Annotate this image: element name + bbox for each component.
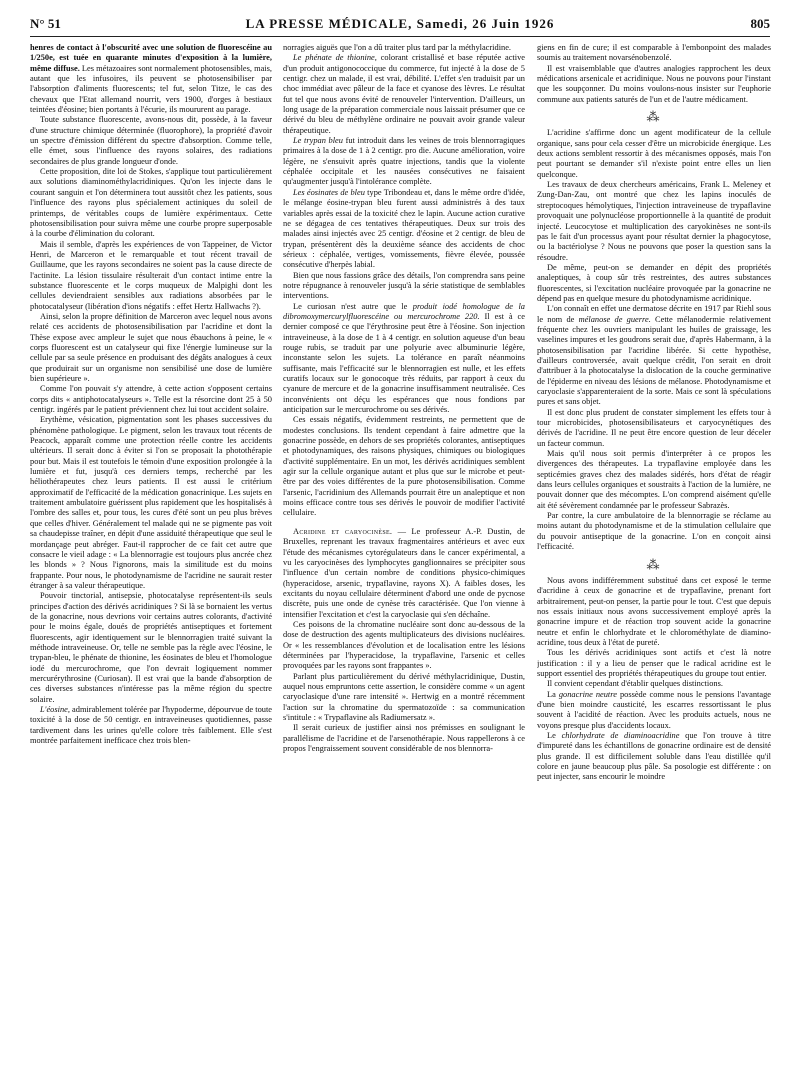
paragraph-text: colorant cristallisé et base réputée active d'un produit antigonococcique du commerce, fut injecté à la dose de 5 centigr. chez un malade, il est vrai, débilité. L'effet s'en traduisit par un choc immédiat avec pâleur de la face et cyanose des lèvres. Le résultat fut tel que nous avons évité de renouveler l'intervention. D'ailleurs, un long usage de la préparation commerciale nous laissait présumer que ce dérivé du bleu de méthylène ordinaire ne pouvait avoir grande valeur thérapeutique. [283,53,525,135]
paragraph-text: Les métazoaires sont normalement photosensibles, mais, autant que les infusoires, ils peuvent se photosensibiliser par l'absorption d'aliments fluorescents; tel fut, selon Titze, le cas des chevaux que l'Etat allemand nourrit, vers 1900, d'orges à bestiaux teintées d'éosine; bien portants à l'écurie, ils moururent au parage. [30,63,272,115]
italic-lead: Le trypan bleu [293,136,343,146]
italic-phrase: gonacrine neutre [558,689,617,699]
paragraph-text: possède comme nous le pensions l'avantage d'une bien moindre causticité, les escarres ressortissant le plus souvent à l'acidité de réaction. Avec les produits actuels, nous ne voyons presque plus d'accidents locaux. [537,689,771,730]
paragraph [30,43,272,115]
paragraph [537,304,771,407]
paragraph-text: La [547,689,559,699]
paragraph: Comme l'on pouvait s'y attendre, à cette action s'opposent certains corps dits « antiphotocatalyseurs ». Telle est la résorcine dont 25 à 50 centigr. ingérés par le patient préviennent chez lui tout accident solaire. [30,384,272,415]
paragraph: Nous avons indifféremment substitué dans cet exposé le terme d'acridine à ceux de gonacrine et de trypaflavine, prenant fort arbitrairement, peut-on penser, la partie pour le tout. C'est que depuis nos essais initiaux nous avons successivement employé après la gonacrine impure et de réaction trop souvent acide la gonacrine neutre et enfin le chlorhydrate et le chlorométhylate de diamino-acridine, tous deux à l'état de pureté. [537,575,771,647]
section-heading: Acridine et caryocinèse. [293,526,393,536]
paragraph: L'acridine s'affirme donc un agent modificateur de la cellule organique, sans pour cela cesser d'être un microbicide énergique. Les deux actions semblent ressortir à des mécanismes opposés, mais l'on peut pourtant se demander s'il n'existe point entre elles un lien quelconque. [537,128,771,179]
paragraph-text: — Le professeur A.-P. Dustin, de Bruxelles, reprenant les travaux fragmentaires antérieurs et avec eux l'étude des mécanismes cytorégulateurs dans le cancer expérimental, a vu les caryocinèses des lymphocytes ganglionnaires se précipiter sous l'influence d'un certain nombre de conditions physico-chimiques (hyperacidose, arsenic, trypaflavine, rayons X). A faibles doses, les excitants du noyau cellulaire déterminent d'abord une onde de pycnose discrète, puis une onde de cynèse très caractérisée. Que l'on vienne à intensifier l'excitation et c'est la caryoclasie qui s'en déchaîne. [283,526,525,619]
column-left [30,43,272,1073]
paragraph [537,731,771,783]
paragraph-text: L'on connaît en effet une dermatose décrite en 1917 par Riehl sous le nom de [537,304,771,324]
paragraph: Mais qu'il nous soit permis d'interpréter à ce propos les divergences des thérapeutes. La trypaflavine employée dans les septicémies graves chez des malades sidérés, hors d'état de réagir dans leurs cellules organiques et soustraits à l'action de la lumière, ne pouvait donner que des mécomptes. L'on comprend aisément qu'elle ait été sévèrement condamnée par le professeur Sabrazès. [537,449,771,510]
italic-lead: L'éosine, [40,705,70,714]
paragraph: Les travaux de deux chercheurs américains, Frank L. Meleney et Zung-Dan-Zau, ont montré que chez les lapins inoculés de streptocoques hémolytiques, l'injection intraveineuse de trypaflavine provoquait une polynucléose proportionnelle à la quantité de produit injecté. Leucocytose et multiplication des caryokinèses ne sont-ils pas le fait d'un processus ayant pour résultat dernier la phagocytose, ou la bactériolyse ? Nous ne pouvons que poser la question sans la résoudre. [537,180,771,262]
paragraph [283,302,525,416]
paragraph: Toute substance fluorescente, avons-nous dit, possède, à la faveur d'une structure chimique déterminée (fluorophore), la propriété d'avoir un spectre d'émission différent du spectre d'absorption. Comme telle, elle émet, sous l'influence des rayons solaires, des radiations secondaires de plus grande longueur d'onde. [30,115,272,166]
paragraph: Bien que nous fassions grâce des détails, l'on comprendra sans peine notre répugnance à renouveler jusqu'à la série statistique de semblables interventions. [283,270,525,301]
paragraph: Tous les dérivés acridiniques sont actifs et c'est là notre justification : il y a lieu de penser que le radical acridine est le support essentiel des propriétés thérapeutiques du groupe tout entier. [537,648,771,678]
paragraph-text: Cette mélanodermie relativement fréquente chez les ouvriers manipulant les huiles de graissage, les vaselines impures et les goudrons serait due, d'après Habermann, à la photosensibilisation par l'acridine libérée. Si cette hypothèse, d'ailleurs controversée, avait quelque crédit, l'on serait en droit d'attribuer à la photocatalyse la dislocation de la couche germinative de l'épiderme en niveau des lésions de mélanose. Photodynamisme et caryoclasie s'apparenteraient de la sorte. Mais ce sont là spéculations pures et sans objet. [537,314,771,407]
paragraph-text: Le curiosan n'est autre que le [293,301,413,311]
section-ornament: ⁂ [646,109,662,125]
paragraph: Pouvoir tinctorial, antisepsie, photocatalyse représentent-ils seuls principes d'action des dérivés acridiniques ? Si là se bornaient les vertus de la gonacrine, nous devrions voir certains autres colorants, d'activité pour le moins égale, doués de propriétés antiseptiques et fortement fluorescents, agir identiquement sur le blennorragien traité suivant la méthode intraveineuse. Or, telle ne semble pas la règle avec l'éosine, le trypan-bleu, le phénate de thionine, les éosinates de bleu et l'homologue iodé du mercurochrome, que l'on devrait logiquement nommer mercurérythrosine (Curiosan). Il est vrai que la bande d'absorption de ces diverses substances n'intéresse pas la même région du spectre solaire. [30,591,272,704]
paragraph: Il convient cependant d'établir quelques distinctions. [547,679,723,689]
section-ornament: ⁂ [646,556,662,572]
paragraph: giens en fin de cure; il est comparable à l'embonpoint des malades soumis au traitement novarsénobenzolé. [537,43,771,63]
paragraph: Parlant plus particulièrement du dérivé méthylacridinique, Dustin, auquel nous empruntons cette assertion, le considère comme « un agent caryoclasique d'une rare intensité ». Hertwig en a montré récemment l'action sur la chromatine du spermatozoïde : sa communication s'intitule : « Trypaflavine als Radiumersatz ». [283,671,525,722]
paragraph-text: Le [547,731,562,740]
paragraph: Il serait curieux de justifier ainsi nos prémisses en soulignant le parallélisme de l'acridine et de l'arsenothérapie. Nous rappellerons à ce propos l'engraissement souvent considérable de nos blennorra- [283,723,525,754]
paragraph: norragies aiguës que l'on a dû traiter plus tard par la méthylacridine. [283,43,512,52]
paragraph-text: Il est à ce dernier composé ce que l'érythrosine peut être à l'éosine. Son injection intraveineuse, à la dose de 1 à 4 centigr. en solution aqueuse d'un beau rouge rubis, se traduit par une polyurie avec albuminurie légère, inconstante selon les sujets. La tolérance en paraît néanmoins suffisante, mais l'efficacité sur le blennorragien est nulle, et les effets curatifs locaux sur le gonocoque très réduits, par rapport à ceux du cyanure de mercure et de la gonacrine insuffisamment neutralisée. Ces inconvénients ont déçu les espérances que nous fondions par anticipation sur le mercurochrome ou ses dérivés. [283,311,525,415]
paragraph: Erythème, vésication, pigmentation sont les phases successives du phénomène pathologique. Le pigment, selon les travaux tout récents de Peacock, apparaît comme une protection réelle contre les accidents ultérieurs. Il serait donc à éviter si l'on se proposait la photothérapie pour but. Mais il est toutefois le témoin d'une exposition prolongée à la lumière et fut, jusqu'à ces derniers temps, recherché par les héliothérapeutes chez leurs patients. Il est aussi le critérium approximatif de l'efficacité de la médication gonacrinique. Les sujets en traitement ambulatoire guérissent plus rapidement que les hospitalisés à l'ombre des salles et, pour tous, les cures d'été sont un peu plus brèves que celles d'hiver. Généralement tel malade qui ne se pigmente pas voit sa chaudepisse traîner, en dépit d'une assiduité thérapeutique que seul le mordançage peut abréger. Faut-il rapprocher de ce fait cet autre que consacre le vieil adage : « La blennorragie est toujours plus ancrée chez les blonds » ? Nous l'ignorons, mais la similitude est du moins frappante. Pour nous, le photodynamisme de l'acridine ne saurait rester étranger à sa valeur thérapeutique. [30,415,272,590]
paragraph: De même, peut-on se demander en dépit des propriétés analeptiques, à coup sûr très restreintes, des autres substances fluorescentes, si l'excitation nucléaire provoquée par la gonacrine ne dépend pas en quelque mesure du photodynamisme acridinique. [537,262,771,303]
paragraph: Ainsi, selon la propre définition de Marceron avec lequel nous avons relaté ces accidents de photosensibilisation par l'acridine et dont la Thèse expose avec ampleur le sujet que nous ébauchons à peine, le « corps fluorescent est un catalyseur qui fixe l'énergie lumineuse sur la cellule par sa seule présence en produisant des dégâts analogues à ceux que produirait sur un organisme non sensibilisé une dose de lumière bien supérieure ». [30,311,272,383]
paragraph [30,705,272,746]
paragraph: Il est vraisemblable que d'autres analogies rapprochent les deux médications arsenicale et acridinique. Nous ne pouvons pour l'instant que les soupçonner. Du moins voulons-nous insister sur l'euphorie commune aux patients saturés de l'un et de l'autre médicament. [537,63,771,104]
journal-title: LA PRESSE MÉDICALE, Samedi, 26 Juin 1926 [245,16,555,31]
paragraph-text: que l'on trouve à titre d'impureté dans les échantillons de gonacrine ordinaire est de densité plus grande. Il est difficilement soluble dans l'eau distillée qu'il colore en jaune beaucoup plus pâle. Sa posologie est différente : on peut injecter, sans encourir le moindre [537,731,771,782]
paragraph-text: fut introduit dans les veines de trois blennorragiques primaires à la dose de 1 à 2 centigr. pro die. Aucune amélioration, voire légère, ne s'ensuivit après quatre injections, tandis que la violente céphalée occipitale et les nausées consécutives ne faisaient qu'augmenter jusqu'à l'intolérance complète. [283,136,525,187]
paragraph-text: admirablement tolérée par l'hypoderme, dépourvue de toute toxicité à la dose de 50 centigr. en intraveineuses quotidiennes, passe tardivement dans les urines qu'elle colore très faiblement. Elle s'est montrée parfaitement inefficace chez trois blen- [30,705,272,746]
paragraph: Cette proposition, dite loi de Stokes, s'applique tout particulièrement aux solutions diaminométhylacridiniques. Qu'on les injecte dans le courant sanguin et l'on déterminera tout aussitôt chez les patients, sous l'influence des rayons plus spécialement actiniques du soleil de printemps, de véritables coups de lumière expérimentaux. Cette photosensibilisation pour suivra même une courbe propre superposable à la courbe d'élimination du colorant. [30,167,272,239]
header-rule [30,36,770,37]
italic-lead: Les éosinates de bleu [293,187,365,197]
paragraph-text: type Tribondeau et, dans le même ordre d'idée, le mélange éosine-trypan bleu furent aussi administrés à des taux variables après essai de la toxicité chez le lapin. Aucune action curative ne se dégagea de ces tentatives thérapeutiques. Deux sur trois des malades ainsi injectés avec 25 centigr. d'éosine et 2 centigr. de bleu de trypan, présentèrent dès la deuxième séance des accidents de choc sérieux : céphalée, vertiges, vomissements, fièvre élevée, poussée consécutive d'herpès labial. [283,187,525,270]
italic-phrase: mélanose de guerre. [578,314,651,324]
paragraph: Il est donc plus prudent de constater simplement les effets tour à tour microbicides, photosensibilisateurs et caryocynétiques des dérivés de l'acridine. Il ne peut être encore question de leur déceler un facteur commun. [537,407,771,448]
italic-phrase: produit iodé homologue de la dibromoxymercurylfluorescéine ou mercurochrome 220. [283,301,525,321]
paragraph [537,690,771,731]
issue-number: N° 51 [30,16,61,31]
paragraph [283,188,525,271]
column-middle [283,43,525,1073]
paragraph: Mais il semble, d'après les expériences de von Tappeiner, de Victor Henri, de Marceron et le remarquable et tout récent travail de Guillaume, que les rayons secondaires ne soient pas la cause directe de l'actinite. La lésion tissulaire résulterait d'un contact intime entre la substance fluorescente et le corps muqueux de Malpighi dont les cellules deviendraient sensibles aux radiations absorbées par le photocatalyseur (libération d'ions négatifs : effet Hertz Hallwachs ?). [30,239,272,311]
paragraph [283,527,525,620]
page-number: 805 [750,16,770,31]
column-right [537,43,771,1073]
paragraph: Ces poisons de la chromatine nucléaire sont donc au-dessous de la dose de destruction des agents multiplicateurs des divisions nucléaires. Or « les ressemblances d'évolution et de localisation entre les lésions déterminées par l'hyperacidose, la trypaflavine, l'arsenic et celles provoquées par les rayons sont frappantes ». [283,619,525,671]
paragraph [283,136,525,188]
paragraph: Par contre, la cure ambulatoire de la blennorragie se réclame au moins autant du photodynamisme et de la stimulation cellulaire que du pouvoir antiseptique de la gonacrine. L'on en conçoit ainsi l'efficacité. [537,511,771,552]
running-header [30,16,770,36]
bold-lead: henres de contact à l'obscurité avec une solution de fluorescéine au 1/250e, est tuée en quarante minutes d'exposition à la lumière, même diffuse. [30,43,272,73]
italic-lead: Le phénate de thionine, [293,53,377,63]
italic-phrase: chlorhydrate de diaminoacridine [561,731,680,740]
paragraph [283,53,525,136]
paragraph: Ces essais négatifs, évidemment restreints, ne permettent que de modestes conclusions. Ils tendent cependant à faire admettre que la gonacrine possède, en dehors de ses propriétés colorantes, antiseptiques et photodynamiques, des raisons physiques, chimiques ou biologiques d'activité supplémentaire. En un mot, les dérivés acridiniques semblent agir sur la cellule organique autant et plus que sur le microbe et peut-être par des voies différentes de la pure photosensibilisation. Comme l'arsenic, l'acridinium des Allemands pourrait être un analeptique et non moins efficace contre tous ses dérivés le pouvoir de modifier l'activité cellulaire. [283,415,525,518]
